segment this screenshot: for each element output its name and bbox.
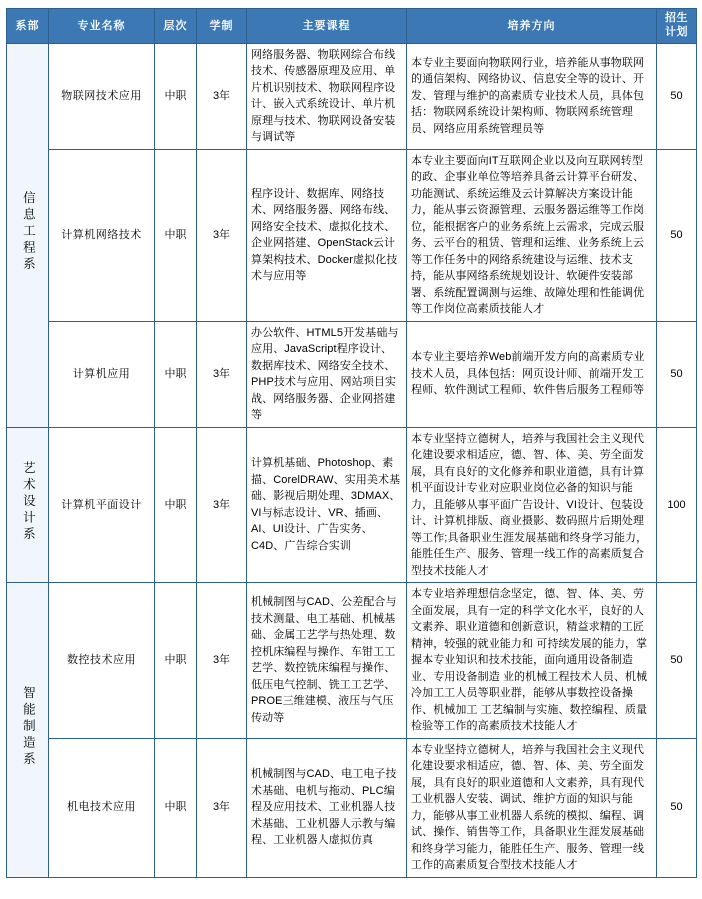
training-direction: 本专业坚持立德树人，培养与我国社会主义现代化建设要求相适应，德、智、体、美、劳全面发展，具有良好的文化修养和职业道德，具有计算机平面设计专业对应职业岗位必备的知识与能力，且能够从事平面广告设计、VI设计、包装设计、计算机排版、商业摄影、数码照片后期处理等工作;具备职业生涯发展基础和终身学习能力，能胜任生产、服务、管理一线工作的高素质复合型技术技能人才 bbox=[407, 427, 657, 583]
table-header bbox=[7, 9, 697, 44]
courses: 程序设计、数据库、网络技术、网络服务器、网络布线、网络安全技术、虚拟化技术、企业网搭建、OpenStack云计算架构技术、Docker虚拟化技术与应用等 bbox=[247, 149, 407, 321]
table-row bbox=[7, 738, 697, 877]
department-cell-art-design bbox=[7, 427, 49, 583]
header-row bbox=[7, 9, 697, 44]
department-cell-intelligent-manufacturing bbox=[7, 583, 49, 878]
courses: 计算机基础、Photoshop、素描、CorelDRAW、实用美术基础、影视后期处理、3DMAX、VI与标志设计、VR、插画、AI、UI设计、广告实务、C4D、广告综合实训 bbox=[247, 427, 407, 583]
major-name: 计算机网络技术 bbox=[49, 149, 155, 321]
majors-table bbox=[6, 8, 697, 878]
table-body bbox=[7, 43, 697, 877]
courses: 机械制图与CAD、公差配合与技术测量、电工基础、机械基础、金属工艺学与热处理、数控机床编程与操作、车钳工工艺学、数控铣床编程与操作、低压电气控制、铣工工艺学、PROE三维建模、液压与气压传动等 bbox=[247, 583, 407, 739]
header-level: 层次 bbox=[155, 9, 197, 44]
department-label: 智能制造系 bbox=[21, 685, 36, 769]
header-courses: 主要课程 bbox=[247, 9, 407, 44]
header-plan-line1: 招生 bbox=[665, 12, 688, 24]
training-direction: 本专业主要面向IT互联网企业以及向互联网转型的政、企事业单位等培养具备云计算平台研发、功能测试、系统运维及云计算解决方案设计能力，能从事云资源管理、云服务器运维等工作岗位，能根据客户的业务系统上云需求，完成云服务、云平台的租赁、管理和运维、业务系统上云等工作任务中的网络系统建设与运维、技术支持，能从事网络系统规划设计、软硬件安装部署、系统配置调测与运维、故障处理和性能调优等工作岗位高素质技能人才 bbox=[407, 149, 657, 321]
years: 3年 bbox=[197, 738, 247, 877]
major-name: 物联网技术应用 bbox=[49, 43, 155, 149]
department-cell-information-engineering bbox=[7, 43, 49, 427]
table-row bbox=[7, 583, 697, 739]
major-name: 计算机应用 bbox=[49, 321, 155, 427]
level: 中职 bbox=[155, 149, 197, 321]
courses: 网络服务器、物联网综合布线技术、传感器原理及应用、单片机识别技术、物联网程序设计、嵌入式系统设计、单片机原理与技术、物联网设备安装与调试等 bbox=[247, 43, 407, 149]
enrollment-plan: 50 bbox=[657, 738, 697, 877]
department-label: 艺术设计系 bbox=[21, 460, 36, 544]
level: 中职 bbox=[155, 738, 197, 877]
training-direction: 本专业主要培养Web前端开发方向的高素质专业技术人员，具体包括：网页设计师、前端开发工程师、软件测试工程师、软件售后服务工程师等 bbox=[407, 321, 657, 427]
table-row bbox=[7, 149, 697, 321]
years: 3年 bbox=[197, 583, 247, 739]
courses: 办公软件、HTML5开发基础与应用、JavaScript程序设计、数据库技术、网络安全技术、PHP技术与应用、网站项目实战、网络服务器、企业网搭建等 bbox=[247, 321, 407, 427]
level: 中职 bbox=[155, 43, 197, 149]
enrollment-plan: 100 bbox=[657, 427, 697, 583]
enrollment-plan: 50 bbox=[657, 149, 697, 321]
header-department: 系部 bbox=[7, 9, 49, 44]
years: 3年 bbox=[197, 321, 247, 427]
enrollment-plan: 50 bbox=[657, 43, 697, 149]
header-plan bbox=[657, 9, 697, 44]
header-major: 专业名称 bbox=[49, 9, 155, 44]
table-row bbox=[7, 427, 697, 583]
training-direction: 本专业主要面向物联网行业，培养能从事物联网的通信架构、网络协议、信息安全等的设计、开发、管理与维护的高素质专业技术人员，具体包括：物联网系统设计架构师、物联网系统管理员、网络应用系统管理员等 bbox=[407, 43, 657, 149]
enrollment-plan: 50 bbox=[657, 583, 697, 739]
major-name: 计算机平面设计 bbox=[49, 427, 155, 583]
header-plan-line2: 计划 bbox=[665, 25, 688, 38]
years: 3年 bbox=[197, 427, 247, 583]
table-row bbox=[7, 43, 697, 149]
level: 中职 bbox=[155, 321, 197, 427]
header-years: 学制 bbox=[197, 9, 247, 44]
years: 3年 bbox=[197, 149, 247, 321]
table-row bbox=[7, 321, 697, 427]
training-direction: 本专业坚持立德树人，培养与我国社会主义现代化建设要求相适应，德、智、体、美、劳全面发展，具有良好的职业道德和人文素养，具有现代工业机器人安装、调试、维护方面的知识与能力，能够从事工业机器人系统的模拟、编程、调试、操作、销售等工作，具备职业生涯发展基础和终身学习能力，能胜任生产、服务、管理一线工作的高素质复合型技术技能人才 bbox=[407, 738, 657, 877]
major-name: 机电技术应用 bbox=[49, 738, 155, 877]
department-label: 信息工程系 bbox=[21, 191, 36, 274]
courses: 机械制图与CAD、电工电子技术基础、电机与拖动、PLC编程及应用技术、工业机器人技术基础、工业机器人示教与编程、工业机器人虚拟仿真 bbox=[247, 738, 407, 877]
major-name: 数控技术应用 bbox=[49, 583, 155, 739]
enrollment-plan: 50 bbox=[657, 321, 697, 427]
level: 中职 bbox=[155, 427, 197, 583]
level: 中职 bbox=[155, 583, 197, 739]
header-direction: 培养方向 bbox=[407, 9, 657, 44]
training-direction: 本专业培养理想信念坚定，德、智、体、美、劳全面发展，具有一定的科学文化水平，良好的人文素养、职业道德和创新意识，精益求精的工匠精神，较强的就业能力和 可持续发展的能力，掌握本专业知识和技术技能，面向通用设备制造业、专用设备制造 业的机械工程技术人员、机械冷加工工人员等职业群，能够从事数控设备操作、机械加工 工艺编制与实施、数控编程、质量检验等工作的高素质技术技能人才 bbox=[407, 583, 657, 739]
years: 3年 bbox=[197, 43, 247, 149]
